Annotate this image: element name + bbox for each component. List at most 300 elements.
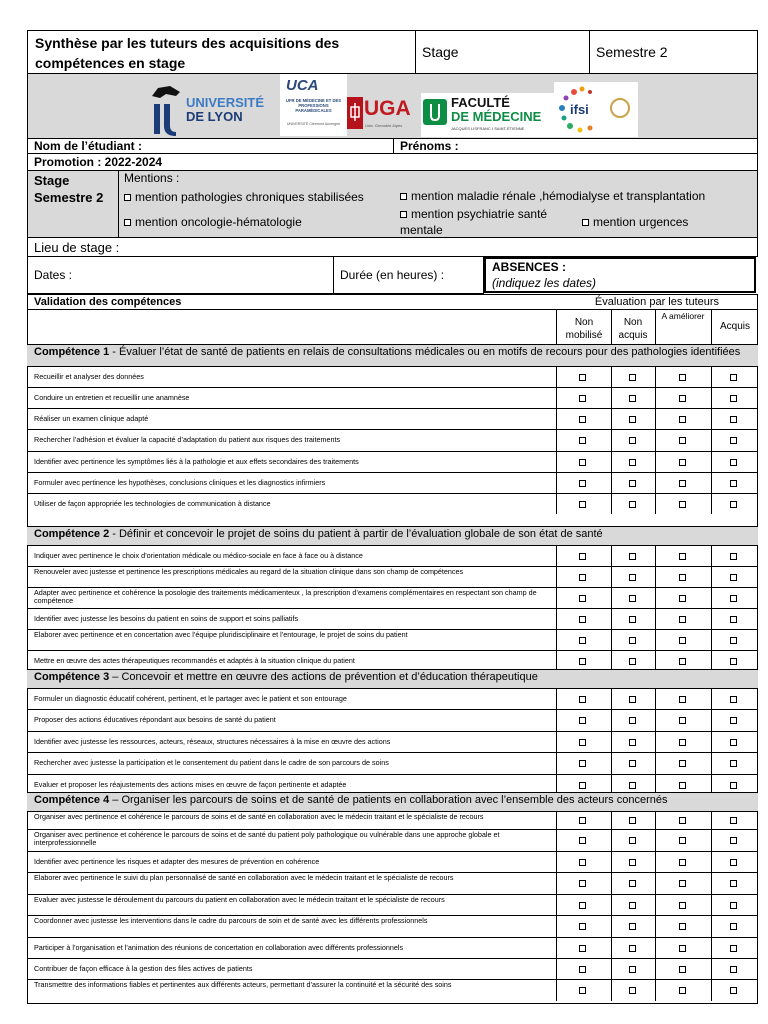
checkbox-a-ameliorer[interactable] (679, 501, 686, 508)
checkbox-non-mobilise[interactable] (579, 595, 586, 602)
row-divider (27, 608, 758, 609)
checkbox-acquis[interactable] (730, 437, 737, 444)
checkbox-non-mobilise[interactable] (579, 739, 586, 746)
checkbox-non-acquis[interactable] (629, 658, 636, 665)
checkbox-a-ameliorer[interactable] (679, 987, 686, 994)
checkbox-non-acquis[interactable] (629, 395, 636, 402)
mention-label: mention maladie rénale ,hémodialyse et transplantation (411, 189, 706, 203)
col-divider (611, 752, 612, 774)
row-divider (27, 366, 758, 367)
stage-label-line2: Semestre 2 (34, 190, 104, 205)
checkbox-non-acquis[interactable] (629, 574, 636, 581)
checkbox-non-mobilise[interactable] (579, 395, 586, 402)
checkbox-acquis[interactable] (730, 902, 737, 909)
row-divider (27, 688, 758, 689)
col-divider (611, 408, 612, 429)
checkbox-non-mobilise[interactable] (579, 437, 586, 444)
checkbox-non-acquis[interactable] (629, 945, 636, 952)
mention-checkbox[interactable] (582, 219, 589, 226)
criterion-label: Adapter avec pertinence et cohérence la posologie des traitements médicamenteux , la prescription d’examens complémentaires en respectant son champ de compétence (34, 588, 537, 605)
competence-number: Compétence 1 (34, 346, 110, 358)
criterion-label: Elaborer avec pertinence et en concertation avec l’équipe pluridisciplinaire et l’entourage, le projet de soins du patient (34, 630, 408, 639)
col-divider (711, 608, 712, 629)
mention-checkbox[interactable] (124, 219, 131, 226)
col-divider (711, 894, 712, 915)
checkbox-non-mobilise[interactable] (579, 696, 586, 703)
checkbox-non-acquis[interactable] (629, 923, 636, 930)
checkbox-a-ameliorer[interactable] (679, 923, 686, 930)
col-divider (611, 587, 612, 608)
criterion-label: Coordonner avec justesse les interventions dans le cadre du parcours de soin et de santé avec les différents professionnels (34, 916, 428, 925)
mention-label: mention oncologie-hématologie (135, 215, 302, 229)
duration-label: Durée (en heures) : (340, 268, 445, 282)
mentions-label: Mentions : (124, 171, 180, 185)
col-divider (655, 688, 656, 709)
checkbox-a-ameliorer[interactable] (679, 437, 686, 444)
checkbox-a-ameliorer[interactable] (679, 817, 686, 824)
col-divider (655, 958, 656, 979)
checkbox-acquis[interactable] (730, 760, 737, 767)
col-divider (556, 752, 557, 774)
checkbox-acquis[interactable] (730, 553, 737, 560)
col-divider (655, 894, 656, 915)
col-divider (655, 429, 656, 451)
checkbox-non-mobilise[interactable] (579, 760, 586, 767)
col-divider (611, 366, 612, 387)
eval-col-divider (711, 309, 712, 344)
criterion-label: Identifier avec justesse les ressources, acteurs, réseaux, structures nécessaires à la mise en œuvre des actions (34, 736, 391, 746)
checkbox-non-acquis[interactable] (629, 902, 636, 909)
lyon-logo-line1: UNIVERSITÉ (186, 95, 265, 110)
checkbox-acquis[interactable] (730, 859, 737, 866)
checkbox-a-ameliorer[interactable] (679, 553, 686, 560)
col-divider (655, 472, 656, 493)
checkbox-acquis[interactable] (730, 501, 737, 508)
col-divider (655, 587, 656, 608)
row-divider (27, 545, 758, 546)
row-divider (27, 650, 758, 651)
col-divider (611, 937, 612, 958)
criterion-label: Transmettre des informations fiables et pertinentes aux différents acteurs, permettant d’assurer la continuité et la sécurité des soins (34, 980, 452, 989)
col-divider (655, 829, 656, 851)
col-divider (556, 915, 557, 937)
col-divider (556, 872, 557, 894)
checkbox-non-acquis[interactable] (629, 459, 636, 466)
col-divider (611, 872, 612, 894)
checkbox-non-mobilise[interactable] (579, 880, 586, 887)
checkbox-a-ameliorer[interactable] (679, 696, 686, 703)
col-divider (655, 872, 656, 894)
criterion-label: Contribuer de façon efficace à la gestion des files actives de patients (34, 963, 253, 973)
criterion-label: Proposer des actions éducatives répondant aux besoins de santé du patient (34, 715, 276, 724)
col-divider (556, 608, 557, 629)
criterion-label: Evaluer avec justesse le déroulement du parcours du patient en collaboration avec le médecin traitant et le spécialiste de recours (34, 895, 445, 904)
col-divider (611, 709, 612, 731)
col-divider (655, 566, 656, 587)
checkbox-non-acquis[interactable] (629, 553, 636, 560)
checkbox-non-mobilise[interactable] (579, 553, 586, 560)
row-divider (27, 408, 758, 409)
col-divider (711, 629, 712, 650)
checkbox-non-mobilise[interactable] (579, 817, 586, 824)
col-divider (556, 472, 557, 493)
checkbox-non-mobilise[interactable] (579, 658, 586, 665)
checkbox-non-mobilise[interactable] (579, 501, 586, 508)
competence-desc: - Évaluer l’état de santé de patients en relais de consultations médicales ou en motifs de recours pour des pathologies identifiées (112, 346, 741, 358)
checkbox-non-mobilise[interactable] (579, 902, 586, 909)
checkbox-a-ameliorer[interactable] (679, 945, 686, 952)
col-divider (556, 894, 557, 915)
col-divider (611, 731, 612, 752)
col-divider (655, 979, 656, 1001)
col-divider (711, 387, 712, 408)
col-divider (711, 851, 712, 872)
competence-desc: - Définir et concevoir le projet de soins du patient à partir de l’évaluation globale de son état de santé (112, 528, 603, 540)
checkbox-a-ameliorer[interactable] (679, 782, 686, 789)
dates-label: Dates : (34, 268, 73, 282)
col-divider (711, 451, 712, 472)
col-divider (556, 451, 557, 472)
checkbox-acquis[interactable] (730, 817, 737, 824)
uga-emblem-icon (347, 97, 363, 129)
col-divider (655, 545, 656, 566)
col-divider (611, 472, 612, 493)
faculte-logo-sub: JACQUES LISFRANC I SAINT-ÉTIENNE (451, 126, 525, 131)
criterion-label: Utiliser de façon appropriée les technologies de communication à distance (34, 498, 271, 508)
col-divider (655, 709, 656, 731)
eval-col-divider (655, 309, 656, 344)
col-divider (711, 566, 712, 587)
col-divider (556, 429, 557, 451)
competence-title (34, 528, 754, 541)
competence-title (34, 671, 754, 684)
mention-option-psychiatry[interactable] (400, 206, 580, 238)
stage-place-cell[interactable] (27, 237, 758, 257)
checkbox-non-acquis[interactable] (629, 817, 636, 824)
checkbox-acquis[interactable] (730, 782, 737, 789)
mention-option-chronic[interactable] (124, 190, 364, 204)
mention-option-renal[interactable] (400, 189, 705, 203)
col-divider (711, 731, 712, 752)
col-divider (711, 829, 712, 851)
stage-place-label: Lieu de stage : (34, 240, 120, 255)
criterion-label: Réaliser un examen clinique adapté (34, 413, 149, 423)
checkbox-a-ameliorer[interactable] (679, 574, 686, 581)
row-divider (27, 958, 758, 959)
col-divider (655, 608, 656, 629)
competence-number: Compétence 4 (34, 794, 110, 806)
checkbox-a-ameliorer[interactable] (679, 859, 686, 866)
row-divider (27, 731, 758, 732)
mention-option-emergency[interactable] (582, 215, 688, 229)
checkbox-non-acquis[interactable] (629, 374, 636, 381)
page-title: Synthèse par les tuteurs des acquisitions des compétences en stage (35, 35, 340, 71)
checkbox-acquis[interactable] (730, 837, 737, 844)
col-divider (655, 731, 656, 752)
checkbox-non-mobilise[interactable] (579, 416, 586, 423)
row-divider (27, 709, 758, 710)
col-divider (711, 429, 712, 451)
col-divider (711, 915, 712, 937)
checkbox-non-mobilise[interactable] (579, 574, 586, 581)
col-divider (711, 587, 712, 608)
checkbox-a-ameliorer[interactable] (679, 480, 686, 487)
row-divider (27, 752, 758, 753)
checkbox-a-ameliorer[interactable] (679, 837, 686, 844)
checkbox-non-acquis[interactable] (629, 696, 636, 703)
validation-title: Validation des compétences (34, 296, 182, 308)
uga-logo-mark: UGA (364, 97, 411, 120)
checkbox-acquis[interactable] (730, 595, 737, 602)
row-divider (27, 774, 758, 775)
mention-option-oncology[interactable] (124, 215, 302, 229)
checkbox-non-mobilise[interactable] (579, 616, 586, 623)
checkbox-acquis[interactable] (730, 416, 737, 423)
col-divider (611, 608, 612, 629)
checkbox-non-mobilise[interactable] (579, 859, 586, 866)
col-divider (655, 752, 656, 774)
checkbox-non-mobilise[interactable] (579, 923, 586, 930)
col-divider (611, 545, 612, 566)
col-divider (655, 408, 656, 429)
student-name-label: Nom de l’étudiant : (34, 139, 142, 153)
checkbox-non-acquis[interactable] (629, 501, 636, 508)
row-divider (27, 451, 758, 452)
col-divider (711, 937, 712, 958)
col-divider (556, 829, 557, 851)
checkbox-a-ameliorer[interactable] (679, 739, 686, 746)
row-divider (27, 493, 758, 494)
faculte-emblem-icon (423, 99, 447, 125)
col-divider (556, 566, 557, 587)
uca-logo-sub: UNIVERSITÉ Clermont Auvergne (286, 122, 341, 126)
criterion-label: Elaborer avec pertinence le suivi du plan personnalisé de santé en collaboration avec le médecin traitant et le spécialiste de recours (34, 873, 454, 882)
col-divider (655, 629, 656, 650)
col-divider (655, 937, 656, 958)
competence-number: Compétence 3 (34, 671, 110, 683)
checkbox-non-acquis[interactable] (629, 637, 636, 644)
competence-number: Compétence 2 (34, 528, 110, 540)
checkbox-non-acquis[interactable] (629, 987, 636, 994)
checkbox-acquis[interactable] (730, 945, 737, 952)
col-divider (611, 979, 612, 1001)
col-divider (655, 851, 656, 872)
eval-col-divider (611, 309, 612, 344)
checkbox-non-acquis[interactable] (629, 717, 636, 724)
faculte-medecine-logo (421, 93, 554, 137)
checkbox-non-acquis[interactable] (629, 859, 636, 866)
checkbox-non-acquis[interactable] (629, 595, 636, 602)
checkbox-acquis[interactable] (730, 637, 737, 644)
col-divider (711, 709, 712, 731)
mention-checkbox[interactable] (400, 211, 407, 218)
universite-lyon-logo (148, 80, 272, 138)
checkbox-non-acquis[interactable] (629, 616, 636, 623)
faculte-logo-line1: FACULTÉ (451, 95, 510, 110)
checkbox-a-ameliorer[interactable] (679, 616, 686, 623)
ifsi-dots-icon (554, 82, 638, 137)
mention-label: mention pathologies chroniques stabilisées (135, 190, 364, 204)
checkbox-a-ameliorer[interactable] (679, 658, 686, 665)
criterion-label: Identifier avec justesse les besoins du patient en soins de support et soins palliatifs (34, 613, 299, 623)
uga-logo (347, 95, 425, 135)
absences-hint: (indiquez les dates) (492, 276, 597, 290)
checkbox-non-mobilise[interactable] (579, 480, 586, 487)
checkbox-non-acquis[interactable] (629, 760, 636, 767)
col-divider (556, 979, 557, 1001)
criterion-label: Indiquer avec pertinence le choix d’orientation médicale ou médico-sociale en face à face ou à distance (34, 550, 363, 560)
col-divider (556, 688, 557, 709)
checkbox-non-mobilise[interactable] (579, 945, 586, 952)
criterion-label: Formuler un diagnostic éducatif cohérent, pertinent, et le partager avec le patient et son entourage (34, 693, 347, 703)
checkbox-acquis[interactable] (730, 717, 737, 724)
checkbox-acquis[interactable] (730, 374, 737, 381)
ifsi-logo-mark: ifsi (570, 102, 589, 117)
checkbox-acquis[interactable] (730, 480, 737, 487)
checkbox-non-acquis[interactable] (629, 437, 636, 444)
competence-desc: – Concevoir et mettre en œuvre des actions de prévention et d’éducation thérapeutique (112, 671, 538, 683)
col-divider (655, 915, 656, 937)
uga-logo-sub: Univ. Grenoble Alpes (365, 123, 403, 128)
col-divider (556, 587, 557, 608)
checkbox-a-ameliorer[interactable] (679, 459, 686, 466)
criterion-label: Identifier avec pertinence les risques et adapter des mesures de prévention en cohérence (34, 856, 320, 866)
col-divider (655, 493, 656, 514)
criterion-label: Conduire un entretien et recueillir une anamnèse (34, 392, 190, 402)
checkbox-acquis[interactable] (730, 616, 737, 623)
eval-title: Évaluation par les tuteurs (594, 296, 720, 308)
checkbox-non-mobilise[interactable] (579, 837, 586, 844)
col-divider (556, 545, 557, 566)
col-divider (611, 851, 612, 872)
criterion-label: Rechercher avec justesse la participation et le consentement du patient dans le cadre de son parcours de soins (34, 758, 389, 767)
checkbox-non-mobilise[interactable] (579, 987, 586, 994)
checkbox-a-ameliorer[interactable] (679, 374, 686, 381)
col-divider (556, 958, 557, 979)
row-divider (27, 851, 758, 852)
mention-checkbox[interactable] (124, 194, 131, 201)
student-firstname-label: Prénoms : (400, 139, 459, 153)
header-divider (27, 309, 556, 310)
checkbox-non-mobilise[interactable] (579, 966, 586, 973)
col-divider (711, 493, 712, 514)
lion-icon (148, 82, 184, 136)
criterion-label: Renouveler avec justesse et pertinence les prescriptions médicales au regard de la situation clinique dans son champ de compétences (34, 567, 464, 576)
checkbox-a-ameliorer[interactable] (679, 902, 686, 909)
checkbox-non-acquis[interactable] (629, 966, 636, 973)
col-divider (556, 366, 557, 387)
dates-cell[interactable] (27, 256, 334, 294)
col-non-mobilise: Non mobilisé (565, 317, 603, 341)
mention-checkbox[interactable] (400, 193, 407, 200)
col-divider (655, 366, 656, 387)
checkbox-non-acquis[interactable] (629, 739, 636, 746)
competence-title (34, 346, 754, 359)
checkbox-acquis[interactable] (730, 987, 737, 994)
criterion-label: Organiser avec pertinence et cohérence le parcours de soins et de santé du patient poly pathologique ou vulnérable dans une approche globale et interprofessionnelle (34, 830, 500, 847)
checkbox-acquis[interactable] (730, 966, 737, 973)
checkbox-acquis[interactable] (730, 739, 737, 746)
checkbox-acquis[interactable] (730, 696, 737, 703)
col-divider (711, 472, 712, 493)
checkbox-acquis[interactable] (730, 658, 737, 665)
checkbox-acquis[interactable] (730, 923, 737, 930)
uca-logo-text: UFR DE MÉDECINE ET DES PROFESSIONS PARAMÉDICALES (285, 98, 342, 113)
checkbox-non-mobilise[interactable] (579, 374, 586, 381)
criterion-label: Recueillir et analyser des données (34, 371, 144, 381)
col-divider (711, 688, 712, 709)
checkbox-non-acquis[interactable] (629, 480, 636, 487)
col-divider (711, 811, 712, 829)
competence-desc: – Organiser les parcours de soins et de santé de patients en collaboration avec l’ensemble des acteurs concernés (112, 794, 668, 806)
checkbox-acquis[interactable] (730, 395, 737, 402)
uca-logo-mark: UCA (286, 77, 319, 94)
checkbox-a-ameliorer[interactable] (679, 395, 686, 402)
absences-label: ABSENCES : (492, 260, 567, 274)
col-divider (611, 629, 612, 650)
checkbox-non-mobilise[interactable] (579, 782, 586, 789)
eval-col-divider (556, 309, 557, 344)
checkbox-a-ameliorer[interactable] (679, 966, 686, 973)
checkbox-a-ameliorer[interactable] (679, 880, 686, 887)
checkbox-acquis[interactable] (730, 880, 737, 887)
faculte-logo-line2: DE MÉDECINE (451, 109, 542, 124)
col-divider (556, 811, 557, 829)
col-divider (611, 915, 612, 937)
checkbox-non-acquis[interactable] (629, 782, 636, 789)
row-divider (27, 937, 758, 938)
checkbox-a-ameliorer[interactable] (679, 637, 686, 644)
col-divider (711, 408, 712, 429)
col-divider (711, 872, 712, 894)
col-divider (611, 387, 612, 408)
col-divider (711, 958, 712, 979)
checkbox-a-ameliorer[interactable] (679, 717, 686, 724)
promotion-label: Promotion : 2022-2024 (34, 155, 163, 169)
col-divider (611, 688, 612, 709)
checkbox-non-mobilise[interactable] (579, 637, 586, 644)
col-divider (711, 366, 712, 387)
uca-logo (280, 74, 347, 136)
col-divider (556, 709, 557, 731)
col-divider (655, 811, 656, 829)
eval-title-divider (556, 309, 758, 310)
mention-label: mention psychiatrie santé mentale (400, 207, 548, 237)
criterion-label: Mettre en œuvre des actes thérapeutiques recommandés et adaptés à la situation clinique du patient (34, 656, 355, 665)
row-divider (27, 387, 758, 388)
col-non-acquis: Non acquis (618, 317, 648, 341)
checkbox-non-acquis[interactable] (629, 837, 636, 844)
criterion-label: Formuler avec pertinence les hypothèses, conclusions cliniques et les diagnostics infirmiers (34, 477, 326, 487)
col-divider (556, 851, 557, 872)
checkbox-non-mobilise[interactable] (579, 717, 586, 724)
checkbox-non-mobilise[interactable] (579, 459, 586, 466)
checkbox-acquis[interactable] (730, 574, 737, 581)
col-divider (556, 408, 557, 429)
col-divider (556, 493, 557, 514)
checkbox-acquis[interactable] (730, 459, 737, 466)
checkbox-a-ameliorer[interactable] (679, 760, 686, 767)
checkbox-a-ameliorer[interactable] (679, 416, 686, 423)
checkbox-non-acquis[interactable] (629, 880, 636, 887)
mention-label: mention urgences (593, 215, 689, 229)
checkbox-a-ameliorer[interactable] (679, 595, 686, 602)
checkbox-non-acquis[interactable] (629, 416, 636, 423)
criterion-label: Identifier avec pertinence les symptômes liés à la pathologie et aux effets secondaires des traitements (34, 456, 359, 466)
col-divider (711, 752, 712, 774)
criterion-label: Rechercher l’adhésion et évaluer la capacité d’adaptation du patient aux risques des traitements (34, 435, 341, 444)
col-acquis: Acquis (719, 321, 750, 332)
